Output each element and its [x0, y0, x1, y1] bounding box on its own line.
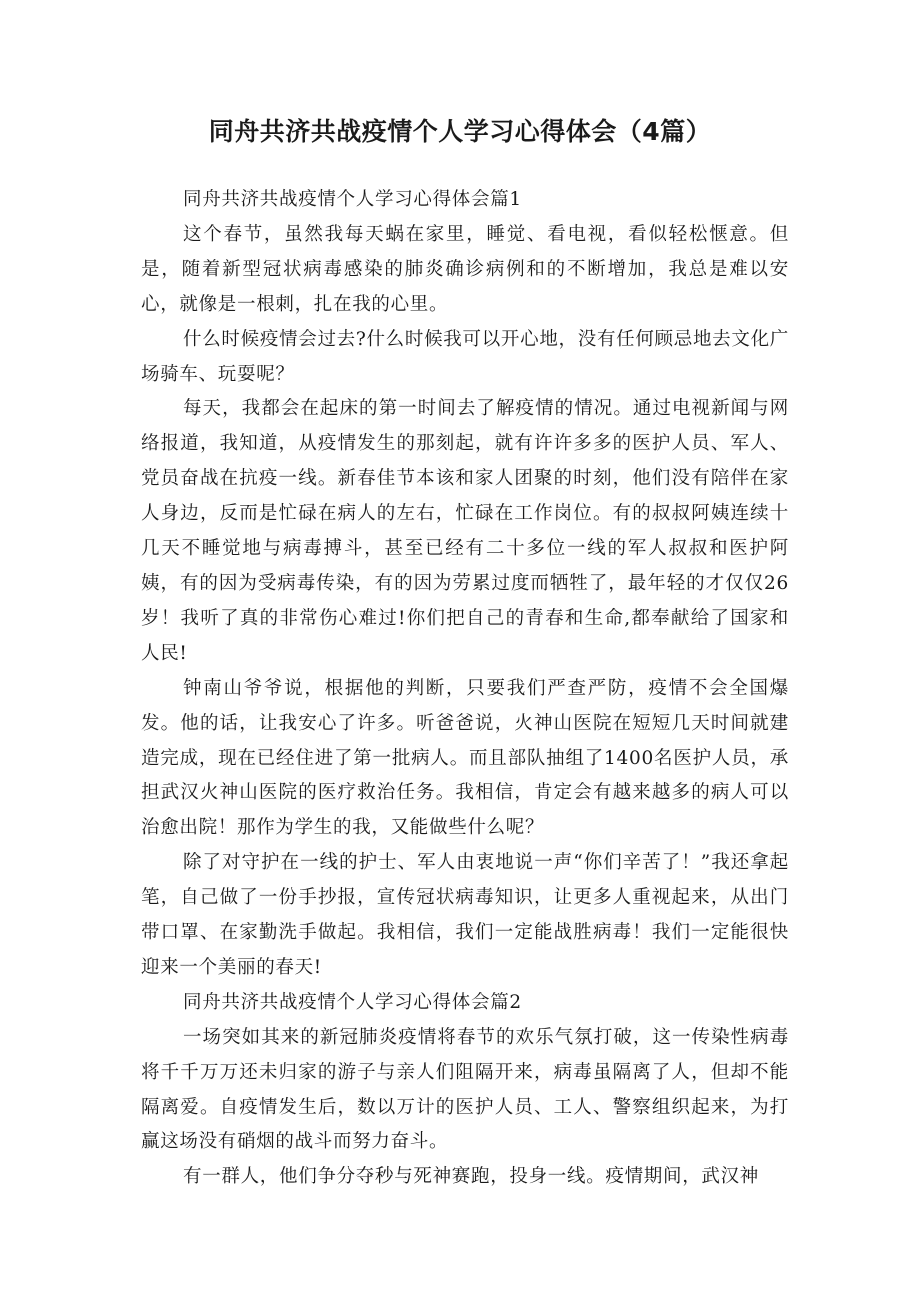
document-title: 同舟共济共战疫情个人学习心得体会（4篇）: [208, 117, 712, 146]
paragraph: 有一群人，他们争分夺秒与死神赛跑，投身一线。疫情期间，武汉神: [183, 1166, 760, 1188]
paragraph: 除了对守护在一线的护士、军人由衷地说一声“你们辛苦了！”我还拿起笔，自己做了一份手抄报，宣传冠状病毒知识，让更多人重视起来，从出门带口罩、在家勤洗手做起。我相信，我们一定能战胜病毒！我们一定能很快迎来一个美丽的春天!: [141, 852, 789, 978]
section-heading-2: 同舟共济共战疫情个人学习心得体会篇2: [183, 991, 522, 1013]
paragraph: 钟南山爷爷说，根据他的判断，只要我们严查严防，疫情不会全国爆发。他的话，让我安心了许多。听爸爸说，火神山医院在短短几天时间就建造完成，现在已经住进了第一批病人。而且部队抽组了1400名医护人员，承担武汉火神山医院的医疗救治任务。我相信，肯定会有越来越多的病人可以治愈出院！那作为学生的我，又能做些什么呢？: [141, 677, 789, 839]
paragraph: 什么时候疫情会过去?什么时候我可以开心地，没有任何顾忌地去文化广场骑车、玩耍呢？: [141, 328, 789, 385]
paragraph: 一场突如其来的新冠肺炎疫情将春节的欢乐气氛打破，这一传染性病毒将千千万万还未归家的游子与亲人们阻隔开来，病毒虽隔离了人，但却不能隔离爱。自疫情发生后，数以万计的医护人员、工人、警察组织起来，为打赢这场没有硝烟的战斗而努力奋斗。: [141, 1026, 789, 1153]
paragraph: 每天，我都会在起床的第一时间去了解疫情的情况。通过电视新闻与网络报道，我知道，从疫情发生的那刻起，就有许许多多的医护人员、军人、党员奋战在抗疫一线。新春佳节本该和家人团聚的时刻，他们没有陪伴在家人身边，反而是忙碌在病人的左右，忙碌在工作岗位。有的叔叔阿姨连续十几天不睡觉地与病毒搏斗，甚至已经有二十多位一线的军人叔叔和医护阿姨，有的因为受病毒传染，有的因为劳累过度而牺牲了，最年轻的才仅仅26岁！我听了真的非常伤心难过!你们把自己的青春和生命,都奉献给了国家和人民!: [141, 398, 789, 664]
document-body: [141, 183, 789, 1195]
paragraph: 这个春节，虽然我每天蜗在家里，睡觉、看电视，看似轻松惬意。但是，随着新型冠状病毒感染的肺炎确诊病例和的不断增加，我总是难以安心，就像是一根刺，扎在我的心里。: [141, 223, 789, 315]
section-heading-1: 同舟共济共战疫情个人学习心得体会篇1: [183, 189, 522, 210]
